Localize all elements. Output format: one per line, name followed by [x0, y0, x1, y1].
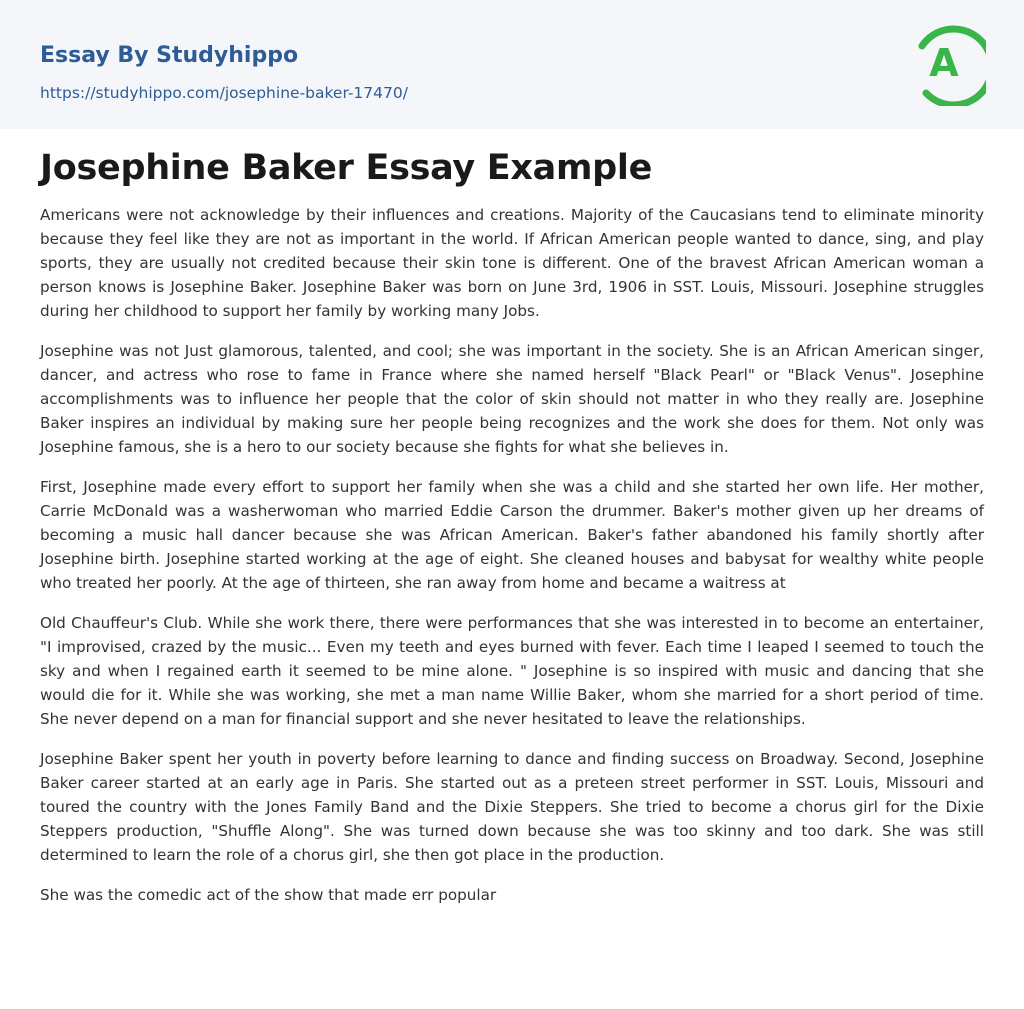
essay-paragraph: First, Josephine made every effort to support her family when she was a child and she started her own life. Her mother, Carrie McDonald was a washerwoman who married Eddie Carson the drummer. Baker's mother given up her dreams of becoming a music hall dancer because she was African American. Baker's father abandoned his family shortly after Josephine birth. Josephine started working at the age of eight. She cleaned houses and babysat for wealthy white people who treated her poorly. At the age of thirteen, she ran away from home and became a waitress at: [40, 478, 984, 592]
page-title: Josephine Baker Essay Example: [40, 148, 653, 188]
essay-paragraph: Josephine was not Just glamorous, talented, and cool; she was important in the society. She is an African American singer, dancer, and actress who rose to fame in France where she named herself "Black Pearl" or "Black Venus". Josephine accomplishments was to influence her people that the color of skin should not matter in who they really are. Josephine Baker inspires an individual by making sure her people being recognizes and the work she does for them. Not only was Josephine famous, she is a hero to our society because she fights for what she believes in.: [40, 342, 984, 456]
site-header: [0, 0, 1024, 129]
essay-url-link[interactable]: https://studyhippo.com/josephine-baker-17470/: [40, 84, 408, 102]
logo-letter: A: [929, 41, 959, 85]
essay-paragraph: Americans were not acknowledge by their influences and creations. Majority of the Caucasians tend to eliminate minority because they feel like they are not as important in the world. If African American people wanted to dance, sing, and play sports, they are usually not credited because their skin tone is different. One of the bravest African American woman a person knows is Josephine Baker. Josephine Baker was born on June 3rd, 1906 in SST. Louis, Missouri. Josephine struggles during her childhood to support her family by working many Jobs.: [40, 206, 984, 320]
essay-paragraph: She was the comedic act of the show that made err popular: [40, 886, 497, 904]
essay-paragraph: Old Chauffeur's Club. While she work there, there were performances that she was interested in to become an entertainer, "I improvised, crazed by the music... Even my teeth and eyes burned with fever. Each time I leaped I seemed to touch the sky and when I regained earth it seemed to be mine alone. " Josephine is so inspired with music and dancing that she would die for it. While she was working, she met a man name Willie Baker, whom she married for a short period of time. She never depend on a man for financial support and she never hesitated to leave the relationships.: [40, 614, 984, 728]
studyhippo-logo-icon[interactable]: [914, 18, 986, 106]
site-brand[interactable]: Essay By Studyhippo: [40, 43, 299, 68]
essay-paragraph: Josephine Baker spent her youth in poverty before learning to dance and finding success on Broadway. Second, Josephine Baker career started at an early age in Paris. She started out as a preteen street performer in SST. Louis, Missouri and toured the country with the Jones Family Band and the Dixie Steppers. She tried to become a chorus girl for the Dixie Steppers production, "Shuffle Along". She was turned down because she was too skinny and too dark. She was still determined to learn the role of a chorus girl, she then got place in the production.: [40, 750, 984, 864]
essay-content: [0, 147, 1024, 907]
